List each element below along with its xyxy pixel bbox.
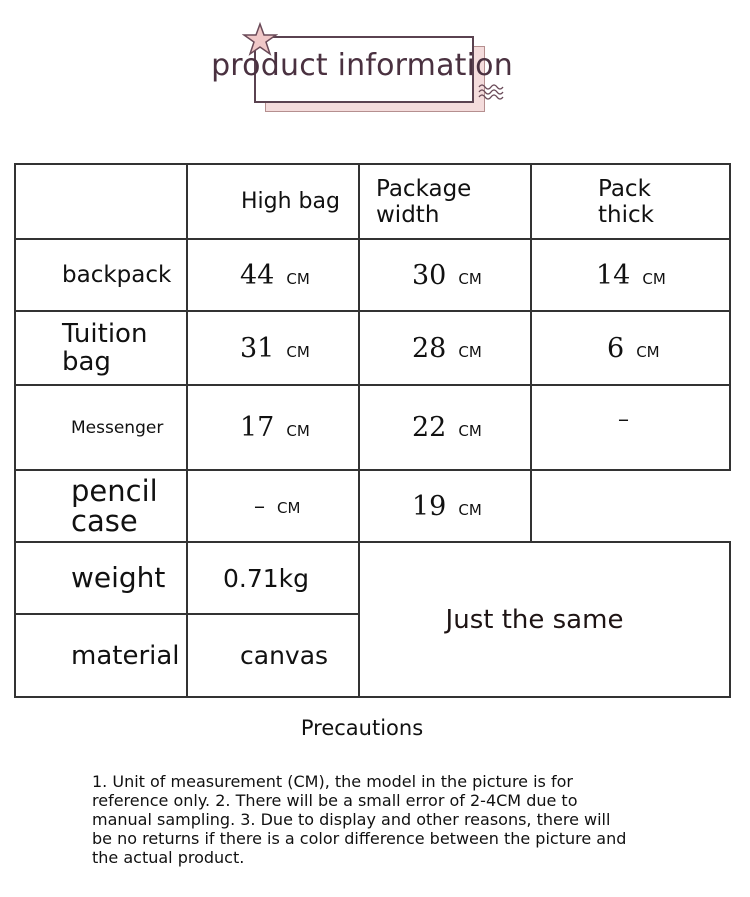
cell-messenger-thick — [531, 385, 730, 470]
unit-text: CM — [458, 342, 482, 361]
merged-note-text: Just the same — [445, 604, 624, 635]
value-text: 28 — [412, 332, 447, 364]
value-text: 14 — [596, 259, 631, 291]
table-row — [15, 311, 730, 385]
value-text: 31 — [240, 332, 275, 364]
value-text: 19 — [412, 490, 447, 522]
col-header-pack-thick — [531, 164, 730, 239]
col-header-high-bag: High bag — [187, 164, 359, 239]
row-label-pencil-case-text: pencil case — [71, 474, 158, 538]
unit-text: CM — [458, 422, 482, 440]
row-label-pencil-case — [15, 470, 187, 542]
row-label-tuition-bag-text: Tuition bag — [62, 319, 148, 377]
unit-text: CM — [286, 342, 310, 361]
unit-text: CM — [458, 269, 482, 288]
row-label-messenger: Messenger — [15, 385, 187, 470]
unit-text: CM — [458, 500, 482, 519]
table-row — [15, 542, 730, 614]
row-label-weight: weight — [15, 542, 187, 614]
value-text: – — [254, 493, 265, 519]
table-row — [15, 470, 730, 542]
value-text: 30 — [412, 259, 447, 291]
table-row — [15, 385, 730, 470]
page-title: product information — [211, 48, 513, 83]
col-header-package-width — [359, 164, 531, 239]
unit-text: CM — [286, 269, 310, 288]
col-header-package-width-text: Package width — [376, 175, 472, 228]
title-banner — [0, 0, 750, 130]
cell-backpack-thick — [531, 239, 730, 311]
cell-weight-value: 0.71kg — [187, 542, 359, 614]
cell-backpack-width — [359, 239, 531, 311]
table-header-row — [15, 164, 730, 239]
cell-messenger-high — [187, 385, 359, 470]
value-text: – — [618, 407, 629, 432]
cell-pencil-high — [187, 470, 359, 542]
value-text: 44 — [240, 259, 275, 291]
value-text: 22 — [412, 412, 447, 443]
cell-material-value: canvas — [187, 614, 359, 697]
wave-decoration-icon — [478, 82, 504, 100]
value-text: 6 — [607, 332, 625, 364]
precautions-text: 1. Unit of measurement (CM), the model in the picture is for reference only. 2. There will be a small error of 2-4CM due to manual sampling. 3. Due to display and other reasons, there will be no returns if there is a color difference between the picture and the actual product. — [92, 772, 627, 867]
cell-tuition-high — [187, 311, 359, 385]
unit-text: CM — [277, 498, 301, 517]
cell-pencil-width — [359, 470, 531, 542]
unit-text: CM — [642, 269, 666, 288]
value-text: 17 — [240, 412, 275, 443]
row-label-backpack: backpack — [15, 239, 187, 311]
cell-pencil-thick-empty — [531, 470, 730, 542]
precautions-title: Precautions — [300, 716, 424, 740]
table-row — [15, 239, 730, 311]
cell-backpack-high — [187, 239, 359, 311]
cell-tuition-width — [359, 311, 531, 385]
cell-tuition-thick — [531, 311, 730, 385]
cell-messenger-width — [359, 385, 531, 470]
row-label-material: material — [15, 614, 187, 697]
spec-table — [14, 163, 731, 698]
col-header-pack-thick-text: Pack thick — [598, 175, 654, 228]
row-label-tuition-bag — [15, 311, 187, 385]
unit-text: CM — [286, 422, 310, 440]
unit-text: CM — [636, 342, 660, 361]
merged-note-cell — [359, 542, 730, 697]
header-empty-cell — [15, 164, 187, 239]
